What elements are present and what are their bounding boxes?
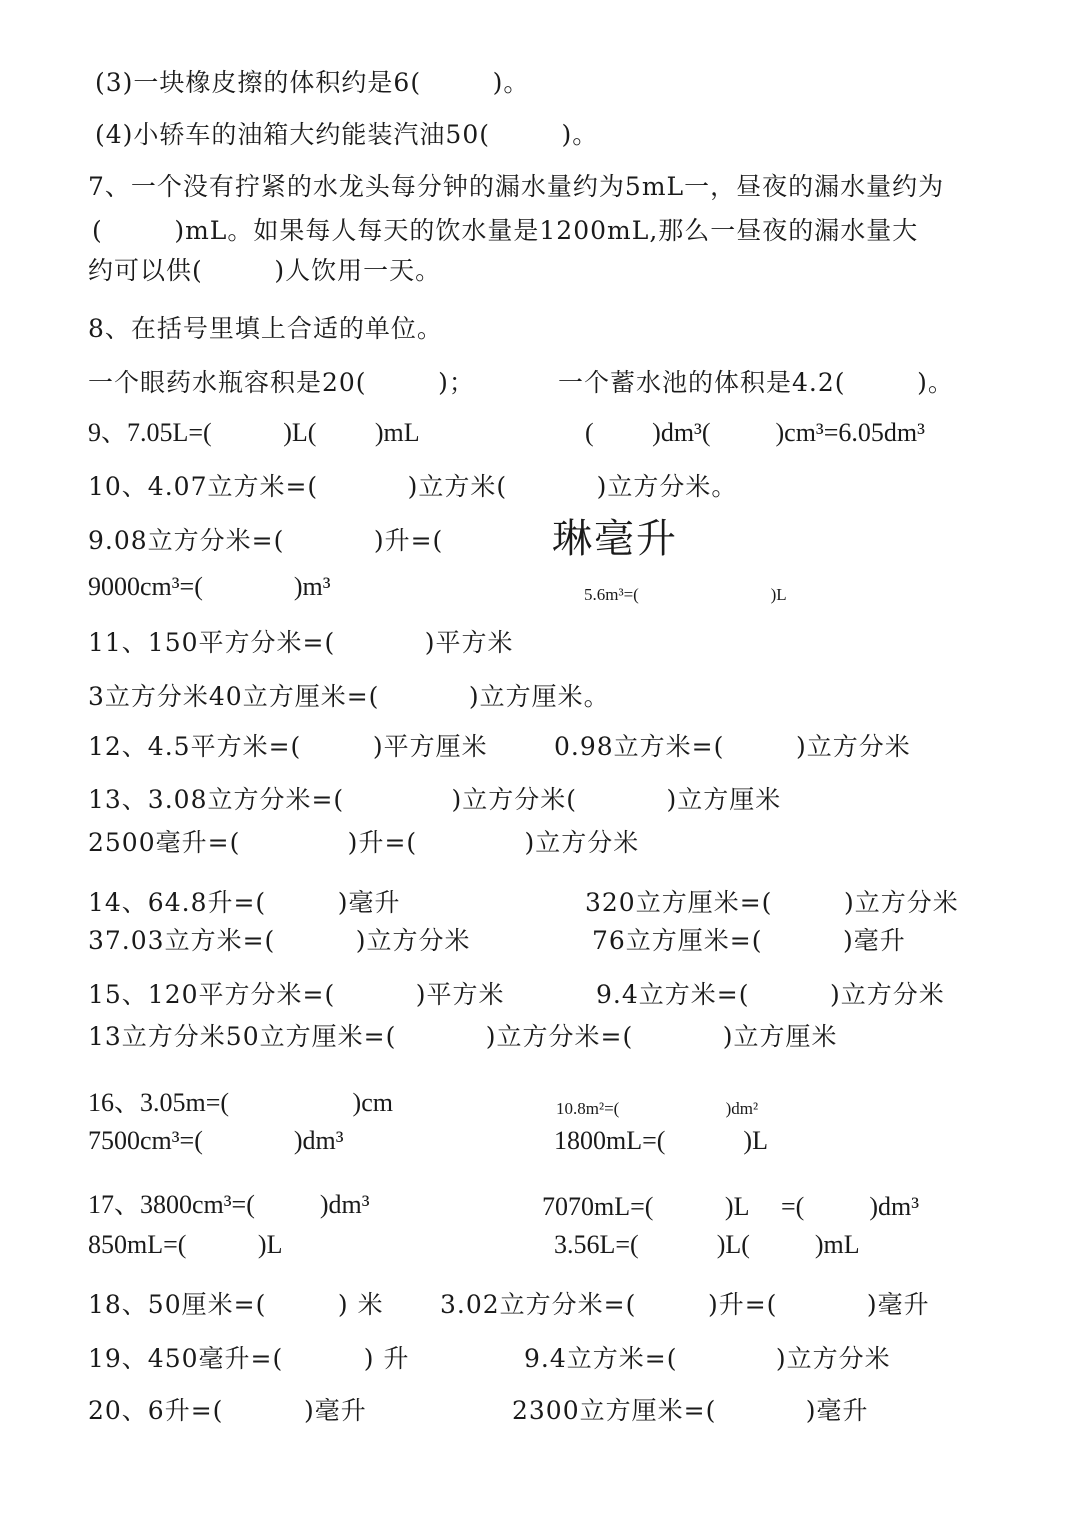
question-8-a: 一个眼药水瓶容积是20( )； bbox=[88, 368, 475, 397]
question-10-stamp-text: 琳毫升 bbox=[552, 516, 678, 562]
question-15-b: 9.4立方米=( )立方分米 bbox=[596, 980, 945, 1009]
question-17-b: 7070mL=( )L =( )dm³ bbox=[542, 1192, 919, 1221]
question-16-b: 10.8m²=( )dm² bbox=[556, 1099, 759, 1118]
question-9-a: 9、7.05L=( )L( )mL bbox=[88, 418, 420, 447]
question-14-d: 76立方厘米=( )毫升 bbox=[592, 926, 906, 955]
question-16-a: 16、3.05m=( )cm bbox=[88, 1088, 393, 1117]
question-9-b: ( )dm³( )cm³=6.05dm³ bbox=[585, 418, 925, 447]
question-20-a: 20、6升=( )毫升 bbox=[88, 1396, 367, 1425]
question-12-b: 0.98立方米=( )立方分米 bbox=[554, 732, 911, 761]
question-20-b: 2300立方厘米=( )毫升 bbox=[512, 1396, 869, 1425]
question-11: 11、150平方分米=( )平方米 bbox=[88, 628, 514, 657]
question-17-c: 850mL=( )L bbox=[88, 1230, 283, 1259]
question-13-b: 2500毫升=( )升=( )立方分米 bbox=[88, 828, 640, 857]
question-19-b: 9.4立方米=( )立方分米 bbox=[524, 1344, 891, 1373]
question-17-d: 3.56L=( )L( )mL bbox=[554, 1230, 860, 1259]
question-13-a: 13、3.08立方分米=( )立方分米( )立方厘米 bbox=[88, 785, 782, 814]
question-8-b: 一个蓄水池的体积是4.2( )。 bbox=[558, 368, 954, 397]
question-8-title: 8、在括号里填上合适的单位。 bbox=[88, 314, 443, 343]
question-10-d: 5.6m³=( )L bbox=[584, 585, 787, 604]
question-14-c: 37.03立方米=( )立方分米 bbox=[88, 926, 471, 955]
question-14-b: 320立方厘米=( )立方分米 bbox=[585, 888, 959, 917]
question-15-c: 13立方分米50立方厘米=( )立方分米=( )立方厘米 bbox=[88, 1022, 838, 1051]
question-16-d: 1800mL=( )L bbox=[554, 1126, 768, 1155]
question-10: 10、4.07立方米=( )立方米( )立方分米。 bbox=[88, 472, 738, 501]
question-12-a: 12、4.5平方米=( )平方厘米 bbox=[88, 732, 488, 761]
question-7-line-3: 约可以供( )人饮用一天。 bbox=[88, 256, 442, 285]
question-15-a: 15、120平方分米=( )平方米 bbox=[88, 980, 505, 1009]
question-10-c: 9000cm³=( )m³ bbox=[88, 572, 331, 601]
question-17-a: 17、3800cm³=( )dm³ bbox=[88, 1190, 370, 1219]
question-10-b: 9.08立方分米=( )升=( bbox=[88, 526, 444, 555]
question-18-b: 3.02立方分米=( )升=( )毫升 bbox=[440, 1290, 930, 1319]
question-7-line-2: ( )mL。如果每人每天的饮水量是1200mL,那么一昼夜的漏水量大 bbox=[92, 216, 919, 245]
question-6-3: (3)一块橡皮擦的体积约是6( )。 bbox=[95, 68, 530, 97]
question-6-4: (4)小轿车的油箱大约能装汽油50( )。 bbox=[95, 120, 599, 149]
question-14-a: 14、64.8升=( )毫升 bbox=[88, 888, 401, 917]
question-16-c: 7500cm³=( )dm³ bbox=[88, 1126, 344, 1155]
question-11-b: 3立方分米40立方厘米=( )立方厘米。 bbox=[88, 682, 610, 711]
question-19-a: 19、450毫升=( ) 升 bbox=[88, 1344, 410, 1373]
question-18-a: 18、50厘米=( ) 米 bbox=[88, 1290, 384, 1319]
question-7-line-1: 7、一个没有拧紧的水龙头每分钟的漏水量约为5mL一，昼夜的漏水量约为 bbox=[88, 172, 945, 201]
